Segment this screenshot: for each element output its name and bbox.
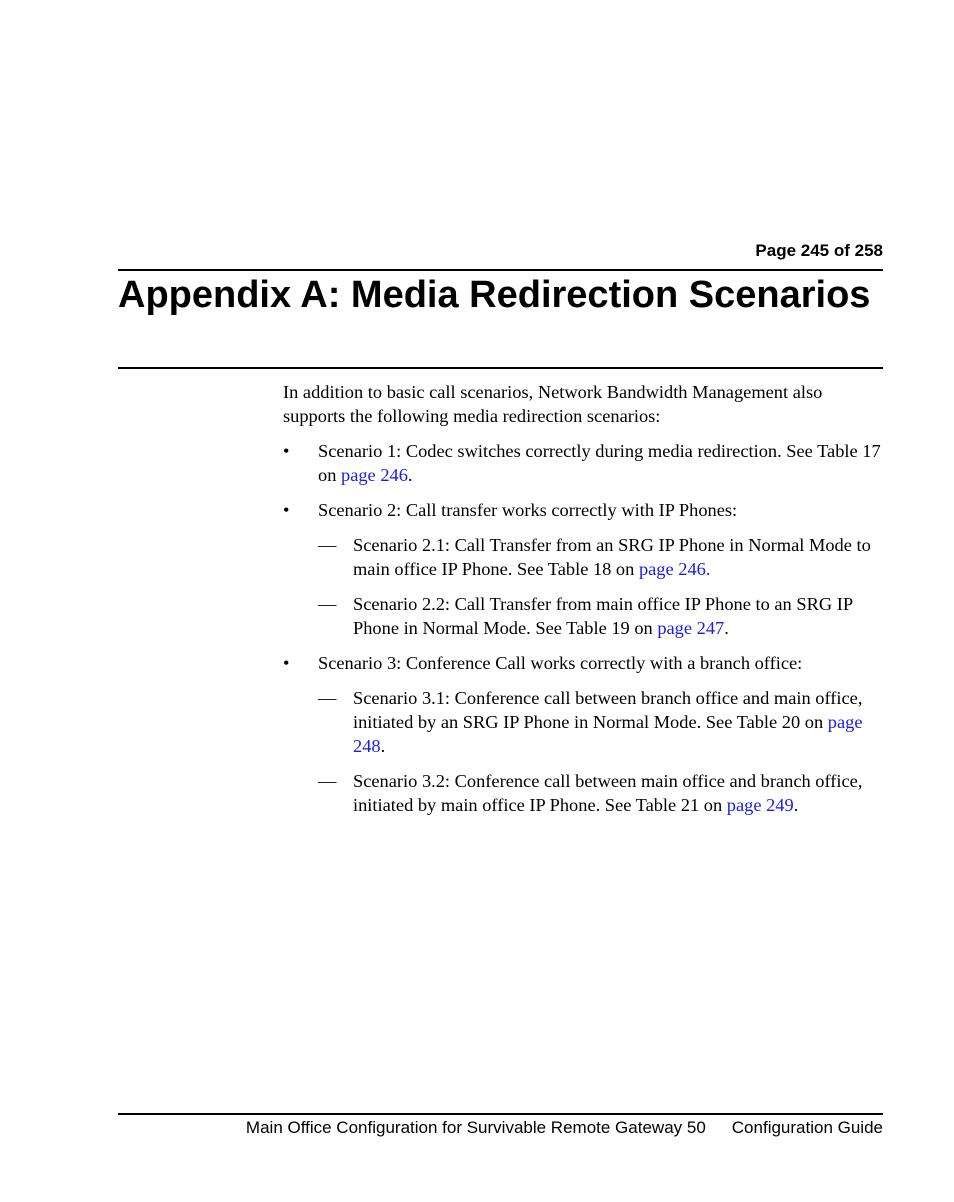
- footer-document-type: Configuration Guide: [731, 1118, 883, 1137]
- dash-icon: —: [318, 594, 337, 614]
- item-text: Scenario 3.1: Conference call between branch office and main office, initiated by an SRG IP Phone in Normal Mode. See Table 20 on: [353, 688, 863, 732]
- item-text: Scenario 3: Conference Call works correctly with a branch office:: [318, 653, 803, 673]
- title-top-rule: [118, 269, 883, 271]
- item-text: Scenario 2: Call transfer works correctly with IP Phones:: [318, 500, 738, 520]
- intro-paragraph: In addition to basic call scenarios, Network Bandwidth Management also supports the following media redirection scenarios:: [283, 382, 823, 426]
- title-bottom-rule: [118, 367, 883, 369]
- page-number: Page 245 of 258: [755, 241, 883, 260]
- item-text: Scenario 3.2: Conference call between main office and branch office, initiated by main office IP Phone. See Table 21 on: [353, 771, 863, 815]
- dash-icon: —: [318, 688, 337, 708]
- list-item-scenario-3: [283, 651, 883, 675]
- item-text: Scenario 2.2: Call Transfer from main office IP Phone to an SRG IP Phone in Normal Mode. See Table 19 on: [353, 594, 853, 638]
- page-link-246[interactable]: page 246.: [638, 559, 711, 579]
- dash-icon: —: [318, 535, 337, 555]
- item-text: Scenario 2.1: Call Transfer from an SRG IP Phone in Normal Mode to main office IP Phone. See Table 18 on: [353, 535, 871, 579]
- list-item-scenario-2: [283, 498, 883, 522]
- body-content: [283, 380, 883, 828]
- item-after: .: [407, 465, 413, 485]
- bullet-icon: •: [283, 500, 290, 520]
- list-item-scenario-1: [283, 439, 883, 487]
- page-footer: [246, 1118, 883, 1138]
- page-link-247[interactable]: page 247: [657, 618, 725, 638]
- item-after: .: [380, 736, 386, 756]
- page-link-246[interactable]: page 246: [341, 465, 408, 485]
- bullet-icon: •: [283, 441, 290, 461]
- footer-document-title: Main Office Configuration for Survivable Remote Gateway 50: [245, 1118, 706, 1137]
- list-item-scenario-2-1: [318, 533, 883, 581]
- list-item-scenario-3-1: [318, 686, 883, 758]
- item-after: .: [793, 795, 799, 815]
- page-link-249[interactable]: page 249: [726, 795, 794, 815]
- list-item-scenario-3-2: [318, 769, 883, 817]
- list-item-scenario-2-2: [318, 592, 883, 640]
- page-link-248[interactable]: page 248: [353, 712, 863, 756]
- page-title: Appendix A: Media Redirection Scenarios: [118, 274, 871, 316]
- dash-icon: —: [318, 771, 337, 791]
- item-text: Scenario 1: Codec switches correctly during media redirection. See Table 17 on: [318, 441, 881, 485]
- bullet-icon: •: [283, 653, 290, 673]
- footer-rule: [118, 1113, 883, 1115]
- item-after: .: [724, 618, 729, 638]
